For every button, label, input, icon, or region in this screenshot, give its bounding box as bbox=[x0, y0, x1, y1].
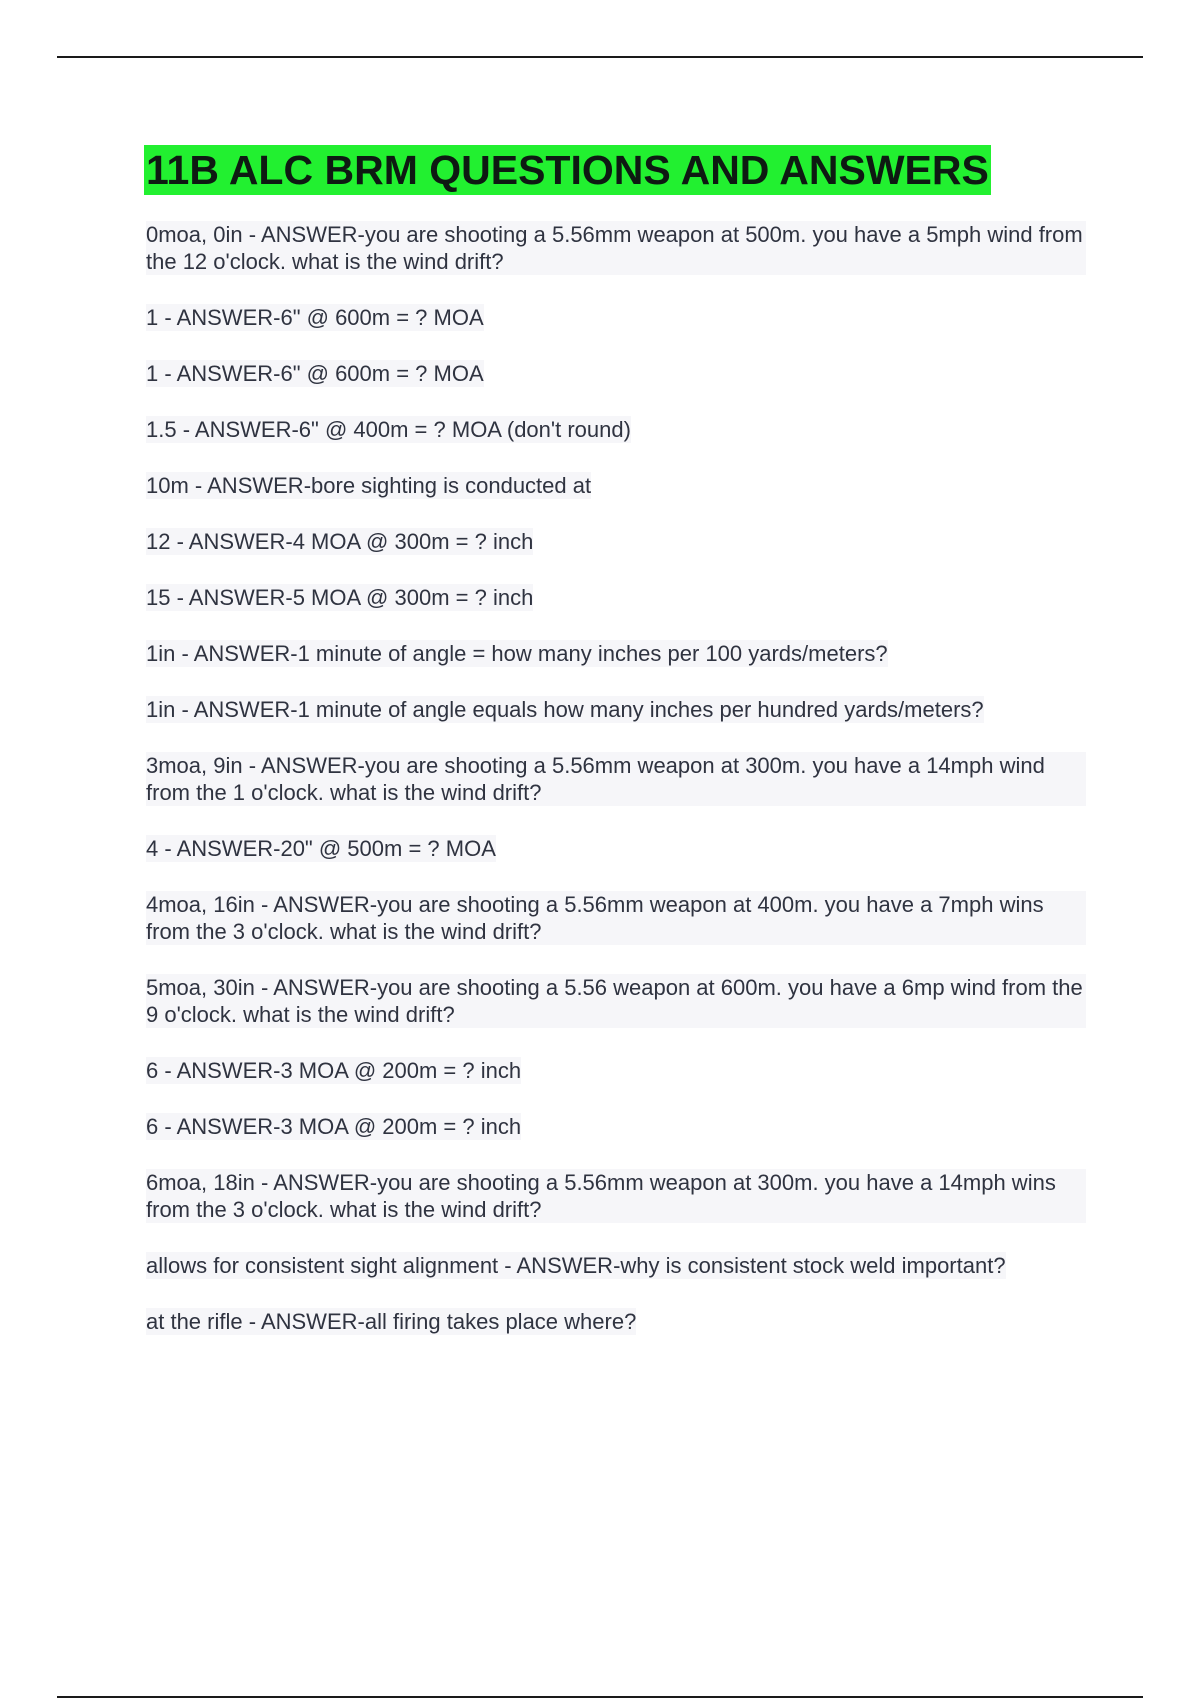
qa-item: 15 - ANSWER-5 MOA @ 300m = ? inch bbox=[146, 585, 534, 610]
qa-item: 4 - ANSWER-20" @ 500m = ? MOA bbox=[146, 836, 496, 861]
qa-item: 10m - ANSWER-bore sighting is conducted at bbox=[146, 473, 592, 498]
top-rule bbox=[57, 56, 1143, 58]
qa-item: 1 - ANSWER-6" @ 600m = ? MOA bbox=[146, 305, 484, 330]
qa-item: 1in - ANSWER-1 minute of angle equals how many inches per hundred yards/meters? bbox=[146, 697, 984, 722]
qa-item: 5moa, 30in - ANSWER-you are shooting a 5.56 weapon at 600m. you have a 6mp wind from the 9 o'clock. what is the wind drift? bbox=[146, 974, 1086, 1028]
qa-item: 4moa, 16in - ANSWER-you are shooting a 5.56mm weapon at 400m. you have a 7mph wins from the 3 o'clock. what is the wind drift? bbox=[146, 891, 1086, 945]
qa-item: at the rifle - ANSWER-all firing takes place where? bbox=[146, 1309, 637, 1334]
qa-item: 6 - ANSWER-3 MOA @ 200m = ? inch bbox=[146, 1114, 522, 1139]
document-title: 11B ALC BRM QUESTIONS AND ANSWERS bbox=[146, 147, 989, 193]
qa-list bbox=[146, 221, 1086, 1335]
qa-item: 3moa, 9in - ANSWER-you are shooting a 5.56mm weapon at 300m. you have a 14mph wind from the 1 o'clock. what is the wind drift? bbox=[146, 752, 1086, 806]
qa-item: 6moa, 18in - ANSWER-you are shooting a 5.56mm weapon at 300m. you have a 14mph wins from the 3 o'clock. what is the wind drift? bbox=[146, 1169, 1086, 1223]
qa-item: 1.5 - ANSWER-6" @ 400m = ? MOA (don't round) bbox=[146, 417, 631, 442]
qa-item: 1in - ANSWER-1 minute of angle = how many inches per 100 yards/meters? bbox=[146, 641, 888, 666]
qa-item: 0moa, 0in - ANSWER-you are shooting a 5.56mm weapon at 500m. you have a 5mph wind from the 12 o'clock. what is the wind drift? bbox=[146, 221, 1086, 275]
bottom-rule bbox=[57, 1696, 1143, 1698]
qa-item: allows for consistent sight alignment - ANSWER-why is consistent stock weld important? bbox=[146, 1253, 1006, 1278]
qa-item: 6 - ANSWER-3 MOA @ 200m = ? inch bbox=[146, 1058, 522, 1083]
document-body bbox=[146, 145, 1086, 1364]
qa-item: 1 - ANSWER-6" @ 600m = ? MOA bbox=[146, 361, 484, 386]
qa-item: 12 - ANSWER-4 MOA @ 300m = ? inch bbox=[146, 529, 534, 554]
